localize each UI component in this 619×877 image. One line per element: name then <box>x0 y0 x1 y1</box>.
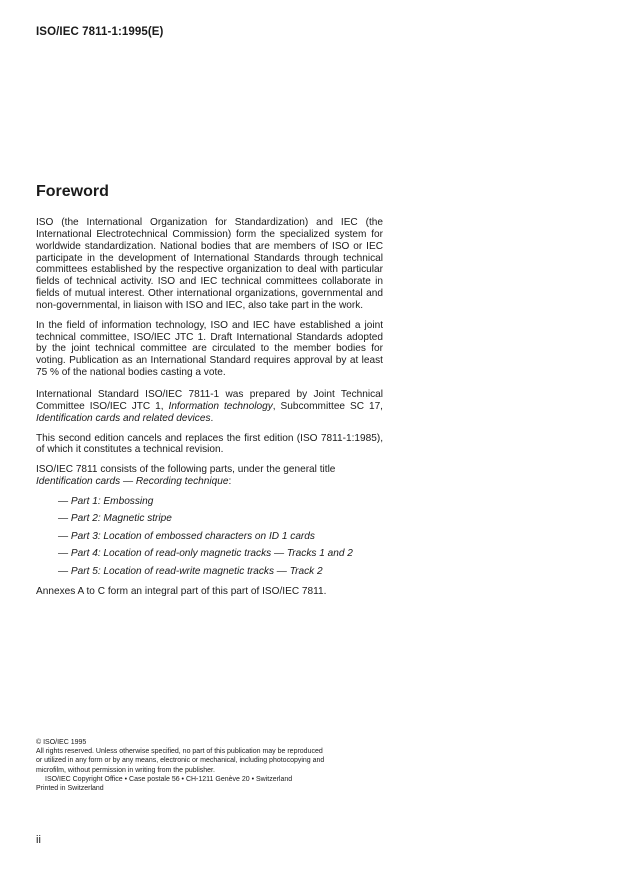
page-number: ii <box>36 834 41 846</box>
paragraph-edition: This second edition cancels and replaces the first edition (ISO 7811-1:1985), of which it constitutes a technical revision. <box>36 432 383 456</box>
parts-intro-text: ISO/IEC 7811 consists of the following parts, under the general title <box>36 464 336 476</box>
paragraph-organizations: ISO (the International Organization for Standardization) and IEC (the International Electrotechnical Commission) form the specialized system for worldwide standardization. National bodies that are members of ISO or IEC participate in the development of International Standards through technical committees established by the respective organization to deal with particular fields of technical activity. ISO and IEC technical committees collaborate in fields of mutual interest. Other international organizations, governmental and non-governmental, in liaison with ISO and IEC, also take part in the work. <box>36 217 383 311</box>
general-title: Identification cards — Recording technique <box>36 476 229 488</box>
copyright-footer <box>36 738 386 793</box>
committee-title: Information technology <box>168 400 273 412</box>
rights-line-3: microfilm, without permission in writing from the publisher. <box>36 766 215 774</box>
rights-line-2: or utilized in any form or by any means, electronic or mechanical, including photocopying and <box>36 757 325 765</box>
rights-line-1: All rights reserved. Unless otherwise specified, no part of this publication may be reproduced <box>36 748 323 756</box>
paragraph-parts-intro <box>36 464 383 488</box>
printed-in: Printed in Switzerland <box>36 785 104 793</box>
preparation-end: . <box>210 412 214 424</box>
paragraph-jtc1: In the field of information technology, ISO and IEC have established a joint technical committee, ISO/IEC JTC 1. Draft International Standards adopted by the joint technical committee are circulated to the member bodies for voting. Publication as an International Standard requires approval by at least 75 % of the national bodies casting a vote. <box>36 319 383 379</box>
copyright-notice: © ISO/IEC 1995 <box>36 739 87 746</box>
copyright-office-address: ISO/IEC Copyright Office • Case postale 56 • CH-1211 Genève 20 • Switzerland <box>45 775 293 783</box>
document-id-header: ISO/IEC 7811-1:1995(E) <box>36 26 164 38</box>
list-item: — Part 5: Location of read-write magnetic tracks — Track 2 <box>58 565 323 577</box>
list-item: — Part 3: Location of embossed characters on ID 1 cards <box>58 530 315 542</box>
list-item: — Part 4: Location of read-only magnetic tracks — Tracks 1 and 2 <box>58 548 353 560</box>
subcommittee-title: Identification cards and related devices <box>36 412 211 424</box>
foreword-body <box>36 217 383 606</box>
page-title: Foreword <box>36 183 109 200</box>
preparation-text-2: , Subcommittee SC 17, <box>272 400 383 412</box>
list-item: — Part 1: Embossing <box>58 495 154 507</box>
preparation-text: International Standard ISO/IEC 7811-1 was prepared by Joint Technical Committee ISO/IEC JTC 1, <box>36 388 383 412</box>
parts-intro-end: : <box>228 476 232 488</box>
paragraph-preparation <box>36 389 383 425</box>
list-item: — Part 2: Magnetic stripe <box>58 513 172 525</box>
paragraph-annexes: Annexes A to C form an integral part of this part of ISO/IEC 7811. <box>36 586 327 598</box>
parts-list <box>36 496 383 578</box>
